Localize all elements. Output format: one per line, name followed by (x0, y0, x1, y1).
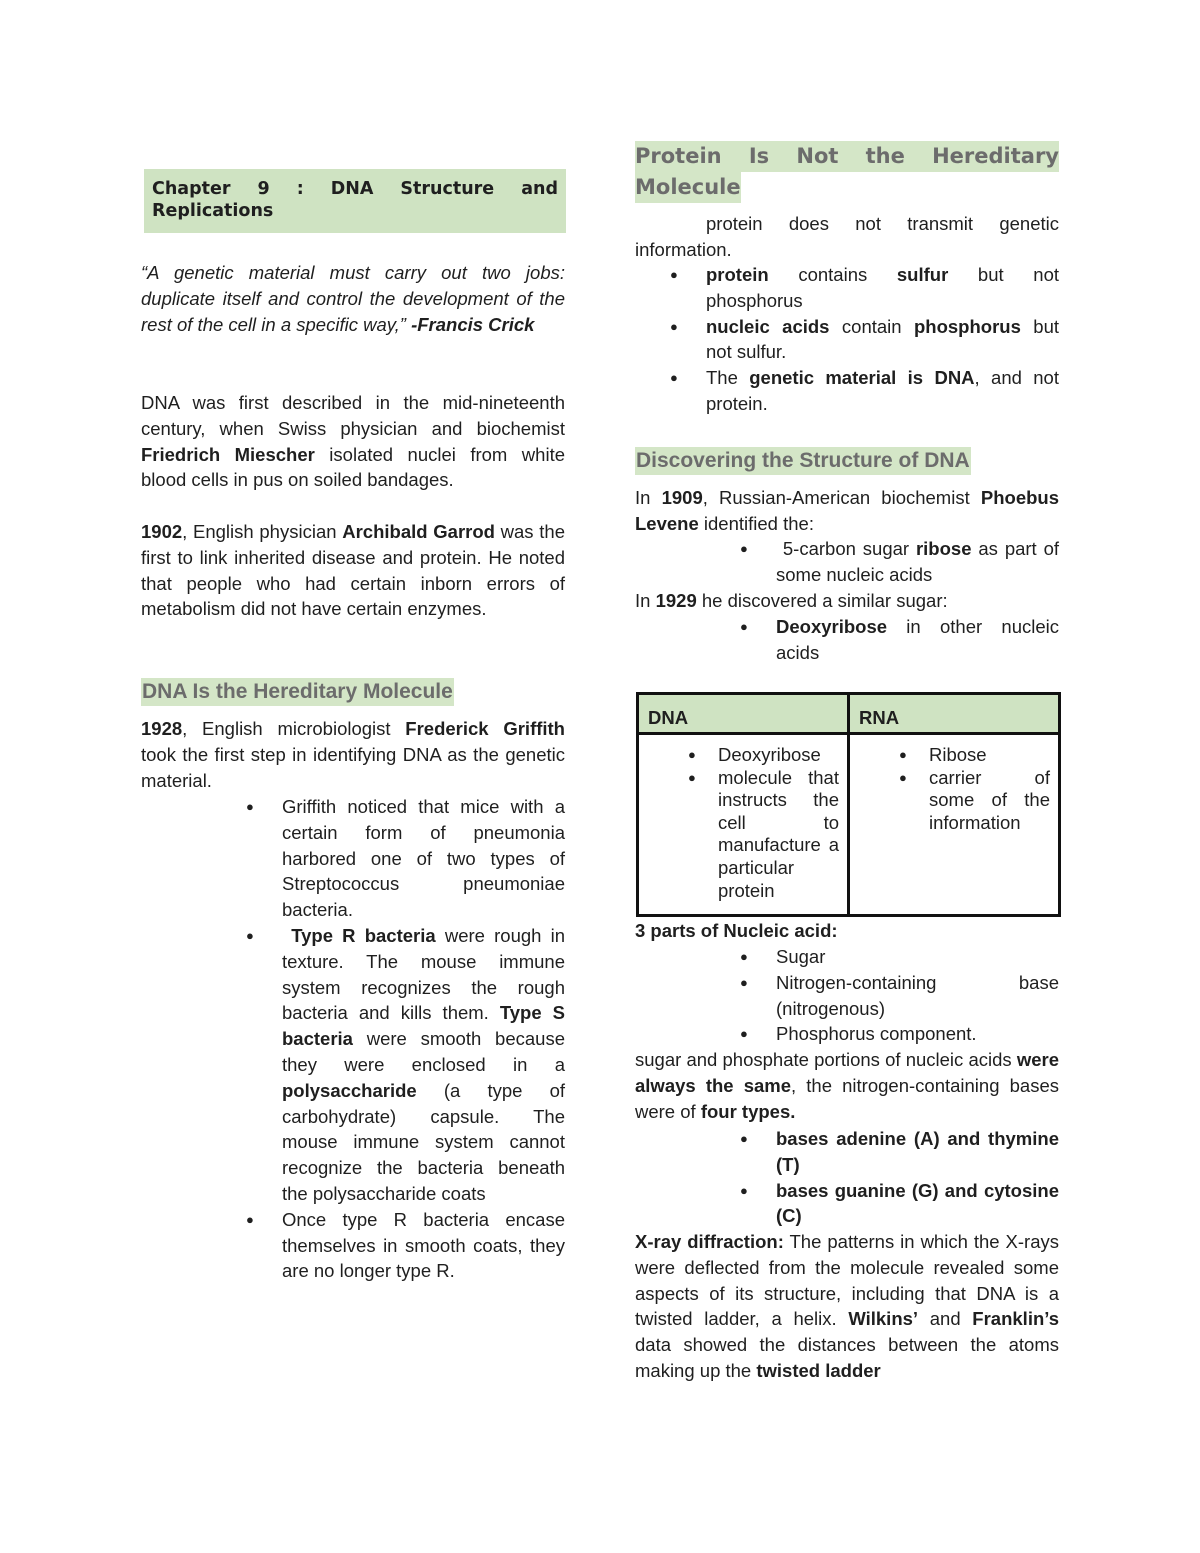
list-item: ● Type R bacteria were rough in texture. The mouse immune system recognizes the rough bacteria and kills them. Type S bacteria were smooth because they were enclosed in a polysaccharide (a type of carbohydrate) capsule. The mouse immune system cannot recognize the bacteria beneath the polysaccharide coats (282, 923, 565, 1207)
list-item: ● Nitrogen-containing base (nitrogenous) (776, 970, 1059, 1022)
quote: “A genetic material must carry out two jobs: duplicate itself and control the development of the rest of the cell in a specific way,” -Francis Crick (141, 262, 565, 335)
dna-rna-table (636, 692, 1061, 917)
chapter-title-word: : (296, 179, 304, 199)
list-item: ● carrier of some of the information (929, 767, 1050, 835)
table-cell-rna (849, 734, 1060, 916)
chapter-title-word: Structure (400, 179, 495, 199)
chapter-title-word: 9 (257, 179, 270, 199)
chapter-title (144, 169, 566, 233)
table-header-dna: DNA (638, 694, 849, 734)
paragraph-xray: X-ray diffraction: The patterns in which the X-rays were deflected from the molecule revealed some aspects of its structure, including that DNA is a twisted ladder, a helix. Wilkins’ and Franklin’s data showed the distances between the atoms making up the twisted ladder (635, 1231, 1059, 1381)
list-item: ● The genetic material is DNA, and not protein. (706, 365, 1059, 417)
chapter-title-word: and (521, 179, 558, 199)
list-item: ● bases adenine (A) and thymine (T) (776, 1126, 1059, 1178)
heading-protein-not-hereditary: Protein Is Not the Hereditary Molecule (635, 141, 1059, 203)
table-cell-dna (638, 734, 849, 916)
list-item: ● nucleic acids contain phosphorus but not sulfur. (706, 314, 1059, 366)
chapter-title-line2: Replications (152, 201, 274, 221)
list-item: ● Deoxyribose (718, 744, 839, 767)
chapter-title-word: Chapter (152, 179, 231, 199)
paragraph-griffith: 1928, English microbiologist Frederick Griffith took the first step in identifying DNA as the genetic material. (141, 718, 565, 791)
heading-discovering-structure: Discovering the Structure of DNA (635, 447, 971, 475)
paragraph-miescher: DNA was first described in the mid-nineteenth century, when Swiss physician and biochemist Friedrich Miescher isolated nuclei from white blood cells in pus on soiled bandages. (141, 392, 565, 491)
table-header-rna: RNA (849, 694, 1060, 734)
deoxyribose-bullet-list (776, 614, 1059, 666)
dna-cell-list (718, 735, 839, 902)
quote-author: -Francis Crick (411, 313, 535, 335)
protein-bullet-list (706, 262, 1059, 417)
rna-cell-list (929, 735, 1050, 834)
list-item: ● Deoxyribose in other nucleic acids (776, 614, 1059, 666)
list-item: ● Ribose (929, 744, 1050, 767)
list-item: ● Once type R bacteria encase themselves in smooth coats, they are no longer type R. (282, 1207, 565, 1284)
griffith-bullet-list (282, 794, 565, 1284)
paragraph-garrod: 1902, English physician Archibald Garrod was the first to link inherited disease and protein. He noted that people who had certain inborn errors of metabolism did not have certain enzymes. (141, 521, 565, 620)
nucleic-parts-list (776, 944, 1059, 1047)
paragraph-sugar-phosphate: sugar and phosphate portions of nucleic acids were always the same, the nitrogen-containing bases were of four types. (635, 1049, 1059, 1122)
list-item: ● Sugar (776, 944, 1059, 970)
paragraph-levene: In 1909, Russian-American biochemist Phoebus Levene identified the: (635, 487, 1059, 534)
paragraph-protein: protein does not transmit genetic information. (635, 213, 1059, 260)
list-item: ● 5-carbon sugar ribose as part of some nucleic acids (776, 536, 1059, 588)
paragraph-1929: In 1929 he discovered a similar sugar: (635, 590, 948, 611)
list-item: ● bases guanine (G) and cytosine (C) (776, 1178, 1059, 1230)
list-item: ● molecule that instructs the cell to manufacture a particular protein (718, 767, 839, 903)
heading-dna-hereditary: DNA Is the Hereditary Molecule (141, 678, 454, 706)
levene-bullet-list (776, 536, 1059, 588)
bases-list (776, 1126, 1059, 1229)
nucleic-parts-title: 3 parts of Nucleic acid: (635, 920, 838, 941)
chapter-title-word: DNA (330, 179, 374, 199)
list-item: ● Phosphorus component. (776, 1021, 1059, 1047)
list-item: ● protein contains sulfur but not phosphorus (706, 262, 1059, 314)
list-item: ● Griffith noticed that mice with a certain form of pneumonia harbored one of two types of Streptococcus pneumoniae bacteria. (282, 794, 565, 923)
